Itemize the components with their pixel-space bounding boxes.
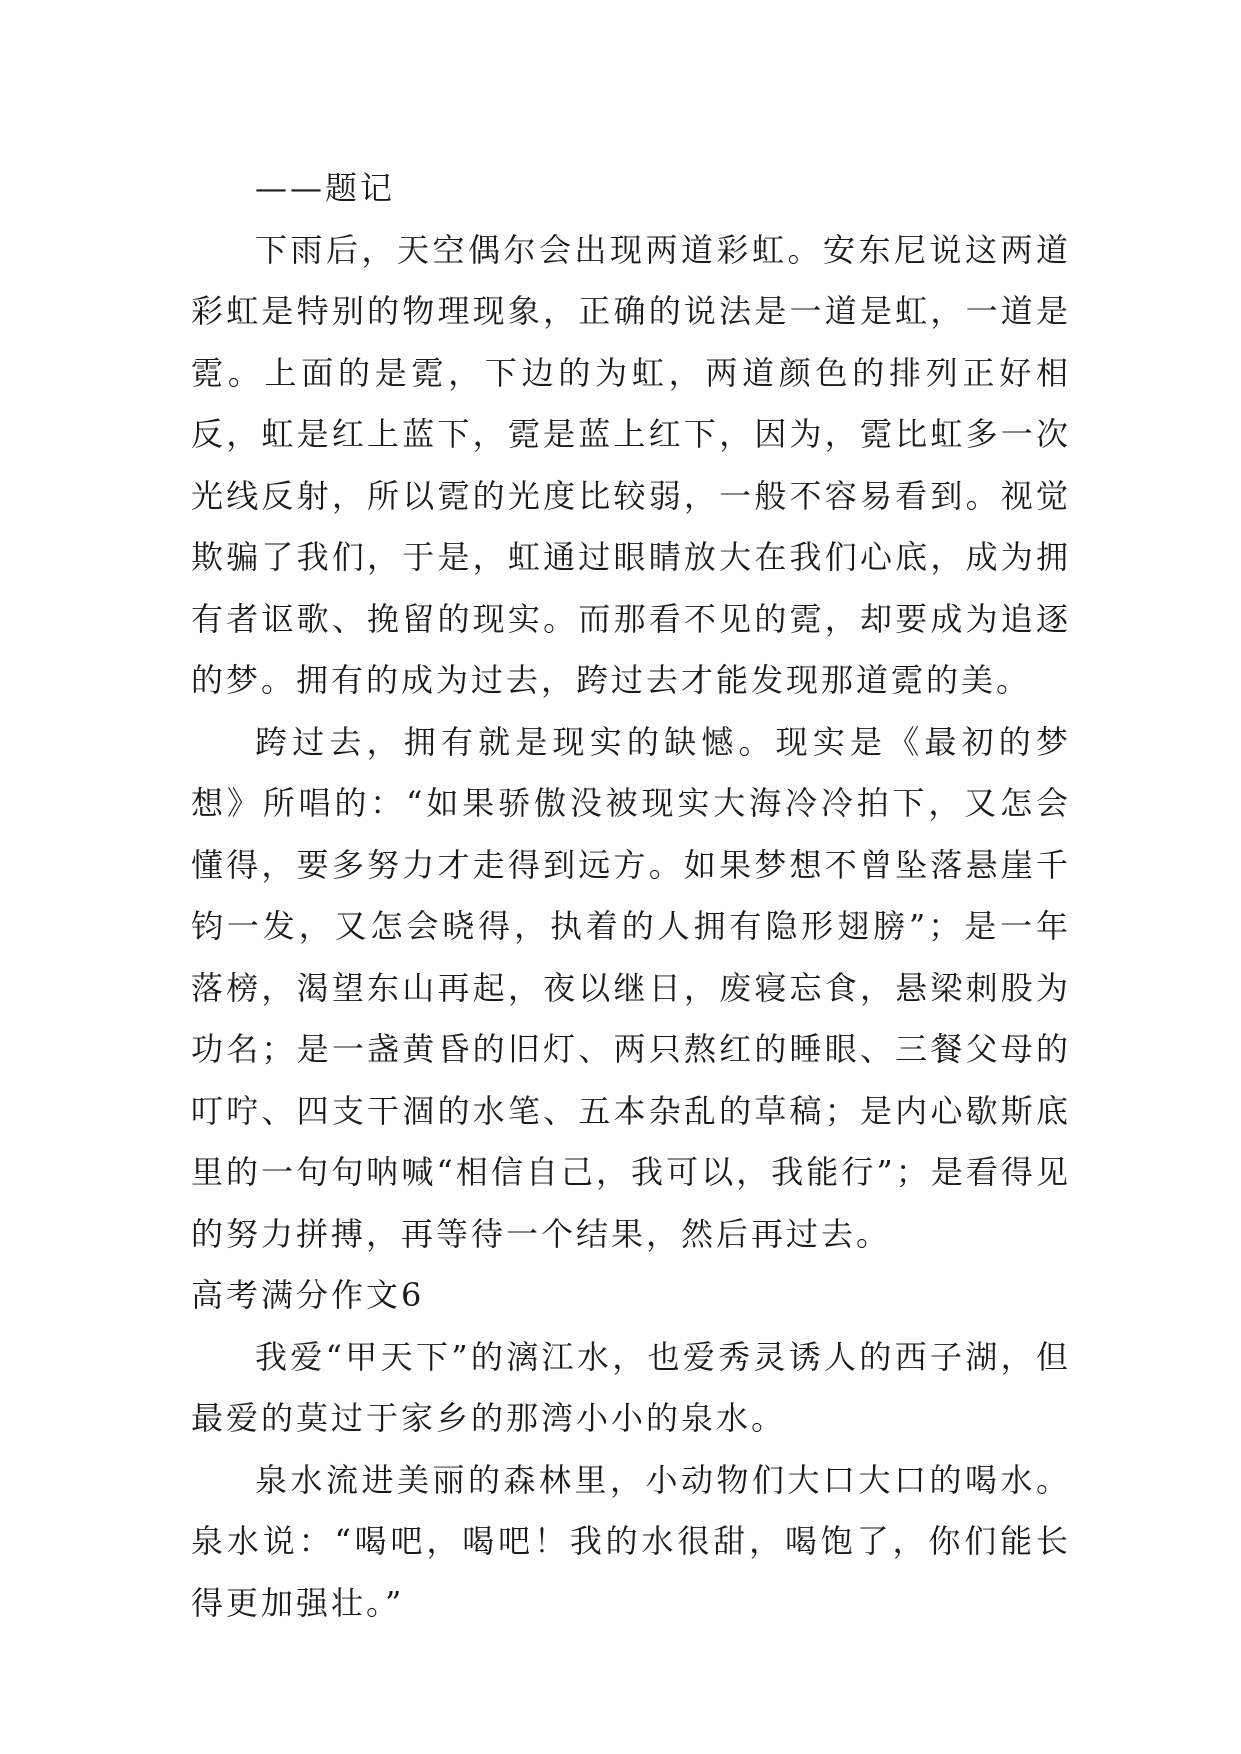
paragraph-rainbow: 下雨后，天空偶尔会出现两道彩虹。安东尼说这两道彩虹是特别的物理现象，正确的说法是一道是虹，一道是霓。上面的是霓，下边的为虹，两道颜色的排列正好相反，虹是红上蓝下，霓是蓝上红下，因为，霓比虹多一次光线反射，所以霓的光度比较弱，一般不容易看到。视觉欺骗了我们，于是，虹通过眼睛放大在我们心底，成为拥有者讴歌、挽留的现实。而那看不见的霓，却要成为追逐的梦。拥有的成为过去，跨过去才能发现那道霓的美。 [191,230,1071,699]
paragraph-dream: 跨过去，拥有就是现实的缺憾。现实是《最初的梦想》所唱的：“如果骄傲没被现实大海冷冷拍下，又怎会懂得，要多努力才走得到远方。如果梦想不曾坠落悬崖千钧一发，又怎会晓得，执着的人拥有隐形翅膀”；是一年落榜，渴望东山再起，夜以继日，废寝忘食，悬梁刺股为功名；是一盏黄昏的旧灯、两只熬红的睡眼、三餐父母的叮咛、四支干涸的水笔、五本杂乱的草稿；是内心歇斯底里的一句句呐喊“相信自己，我可以，我能行”；是看得见的努力拼搏，再等待一个结果，然后再过去。 [191,722,1071,1253]
epigraph: ——题记 [255,169,396,207]
section-heading: 高考满分作文6 [191,1276,425,1314]
document-body [191,158,1071,1634]
paragraph-spring-love: 我爱“甲天下”的漓江水，也爱秀灵诱人的西子湖，但最爱的莫过于家乡的那湾小小的泉水。 [191,1337,1071,1437]
paragraph-spring-forest: 泉水流进美丽的森林里，小动物们大口大口的喝水。泉水说：“喝吧，喝吧！我的水很甜，喝饱了，你们能长得更加强壮。” [191,1460,1071,1622]
